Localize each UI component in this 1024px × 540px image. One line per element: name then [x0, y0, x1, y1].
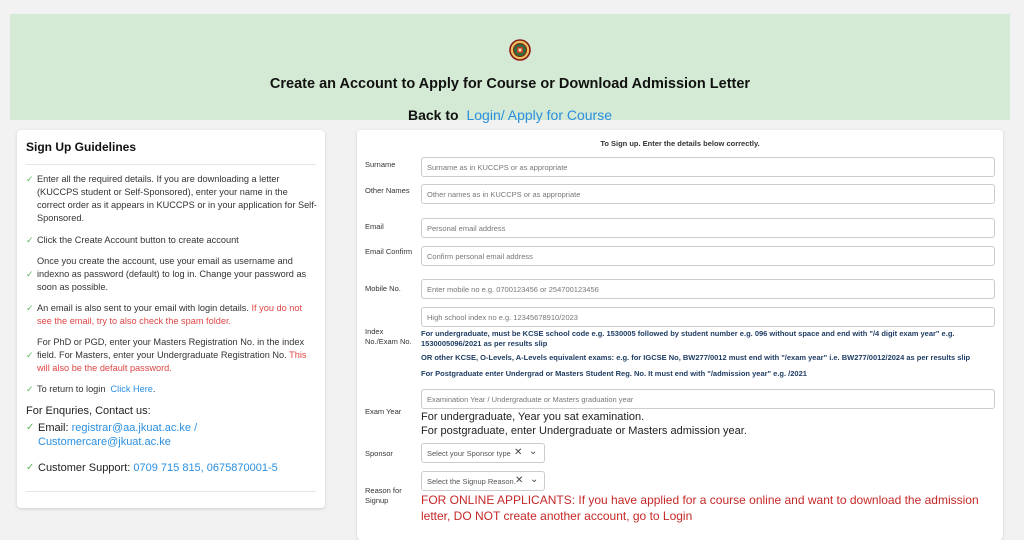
surname-input[interactable] [421, 157, 995, 177]
divider [26, 164, 316, 165]
email-label: Email [365, 222, 384, 231]
guideline-item: ✓ Once you create the account, use your email as username and indexno as password (default) to log in. Change your password as soon as possible. [26, 256, 307, 292]
mobile-input[interactable] [421, 279, 995, 299]
index-input[interactable] [421, 307, 995, 327]
online-applicants-warning: FOR ONLINE APPLICANTS: If you have applied for a course online and want to download the admission letter, DO NOT create another account, go to Login [421, 493, 979, 523]
form-heading: To Sign up. Enter the details below correctly. [600, 139, 760, 148]
email-confirm-input[interactable] [421, 246, 995, 266]
surname-label: Surname [365, 160, 396, 169]
guideline-item: ✓ To return to login Click Here. [26, 384, 156, 394]
check-icon: ✓ [26, 269, 34, 279]
exam-year-help-undergraduate: For undergraduate, Year you sat examination. [421, 411, 645, 423]
email-contact: ✓ Email: registrar@aa.jkuat.ac.ke / Customercare@jkuat.ac.ke [26, 422, 198, 448]
email-confirm-label: Email Confirm [365, 247, 413, 256]
login-apply-link[interactable]: Login/ Apply for Course [466, 107, 612, 123]
check-icon: ✓ [26, 350, 34, 360]
enquiries-title: For Enquries, Contact us: [26, 405, 151, 417]
exam-year-label: Exam Year [365, 407, 402, 416]
back-prefix: Back to [408, 107, 459, 123]
check-icon: ✓ [26, 462, 35, 473]
check-icon: ✓ [26, 384, 34, 394]
sponsor-select[interactable]: Select your Sponsor type ✕ ⌄ [421, 443, 545, 463]
other-names-input[interactable] [421, 184, 995, 204]
email-input[interactable] [421, 218, 995, 238]
other-names-label: Other Names [365, 186, 410, 195]
click-here-link[interactable]: Click Here [110, 384, 153, 394]
signup-form [357, 130, 1003, 540]
support-contact: ✓ Customer Support: 0709 715 815, 0675870001-5 [26, 462, 278, 474]
exam-year-help-postgraduate: For postgraduate, enter Undergraduate or Masters admission year. [421, 425, 747, 437]
guideline-item: ✓ For PhD or PGD, enter your Masters Registration No. in the index field. For Masters, enter your Undergraduate Registration No. This will also be the default password. [26, 337, 307, 373]
index-note-equivalent: OR other KCSE, O-Levels, A-Levels equivalent exams: e.g. for IGCSE No, BW277/0012 must end with "/exam year" i.e. BW277/0012/2024 as per results slip [421, 353, 971, 362]
divider [26, 491, 316, 492]
guideline-item: ✓ An email is also sent to your email with login details. If you do not see the email, try to also check the spam folder. [26, 303, 303, 326]
index-label: Index No./Exam No. [365, 327, 412, 346]
check-icon: ✓ [26, 303, 34, 313]
check-icon: ✓ [26, 422, 35, 433]
check-icon: ✓ [26, 174, 34, 184]
clear-icon[interactable]: ✕ [514, 447, 523, 458]
sponsor-label: Sponsor [365, 449, 393, 458]
header-banner [10, 14, 1010, 123]
chevron-down-icon: ⌄ [529, 446, 538, 457]
clear-icon[interactable]: ✕ [515, 475, 524, 486]
index-note-postgraduate: For Postgraduate enter Undergrad or Masters Student Reg. No. It must end with "/admission year" e.g. /2021 [421, 369, 807, 378]
check-icon: ✓ [26, 235, 34, 245]
email-contact-link[interactable]: registrar@aa.jkuat.ac.ke / Customercare@jkuat.ac.ke [38, 422, 198, 448]
page-title: Create an Account to Apply for Course or Download Admission Letter [269, 76, 751, 92]
support-phone-link[interactable]: 0709 715 815, 0675870001-5 [133, 462, 278, 474]
reason-label: Reason for Signup [365, 486, 402, 505]
exam-year-input[interactable] [421, 389, 995, 409]
spam-folder-warning: If you do not see the email, try to also check the spam folder. [37, 303, 303, 326]
back-row [10, 107, 1010, 123]
guidelines-card [17, 130, 325, 508]
default-password-warning: This will also be the default password. [37, 350, 307, 373]
mobile-label: Mobile No. [365, 284, 401, 293]
signup-reason-select[interactable]: Select the Signup Reason. ✕ ⌄ [421, 471, 545, 491]
guideline-item: ✓ Enter all the required details. If you are downloading a letter (KUCCPS student or Self-Sponsored), enter your name in the correct order as it appears in KUCCPS or in your application for Self-Sponsored. [26, 174, 317, 223]
university-crest-icon [509, 39, 531, 61]
index-note-undergraduate: For undergraduate, must be KCSE school code e.g. 1530005 followed by student number e.g. 096 without space and end with "/4 digit exam year" e.g. 1530005096/2021 as per results slip [421, 329, 955, 348]
guidelines-title: Sign Up Guidelines [26, 140, 137, 154]
chevron-down-icon: ⌄ [530, 474, 539, 485]
guideline-item: ✓ Click the Create Account button to create account [26, 235, 239, 245]
